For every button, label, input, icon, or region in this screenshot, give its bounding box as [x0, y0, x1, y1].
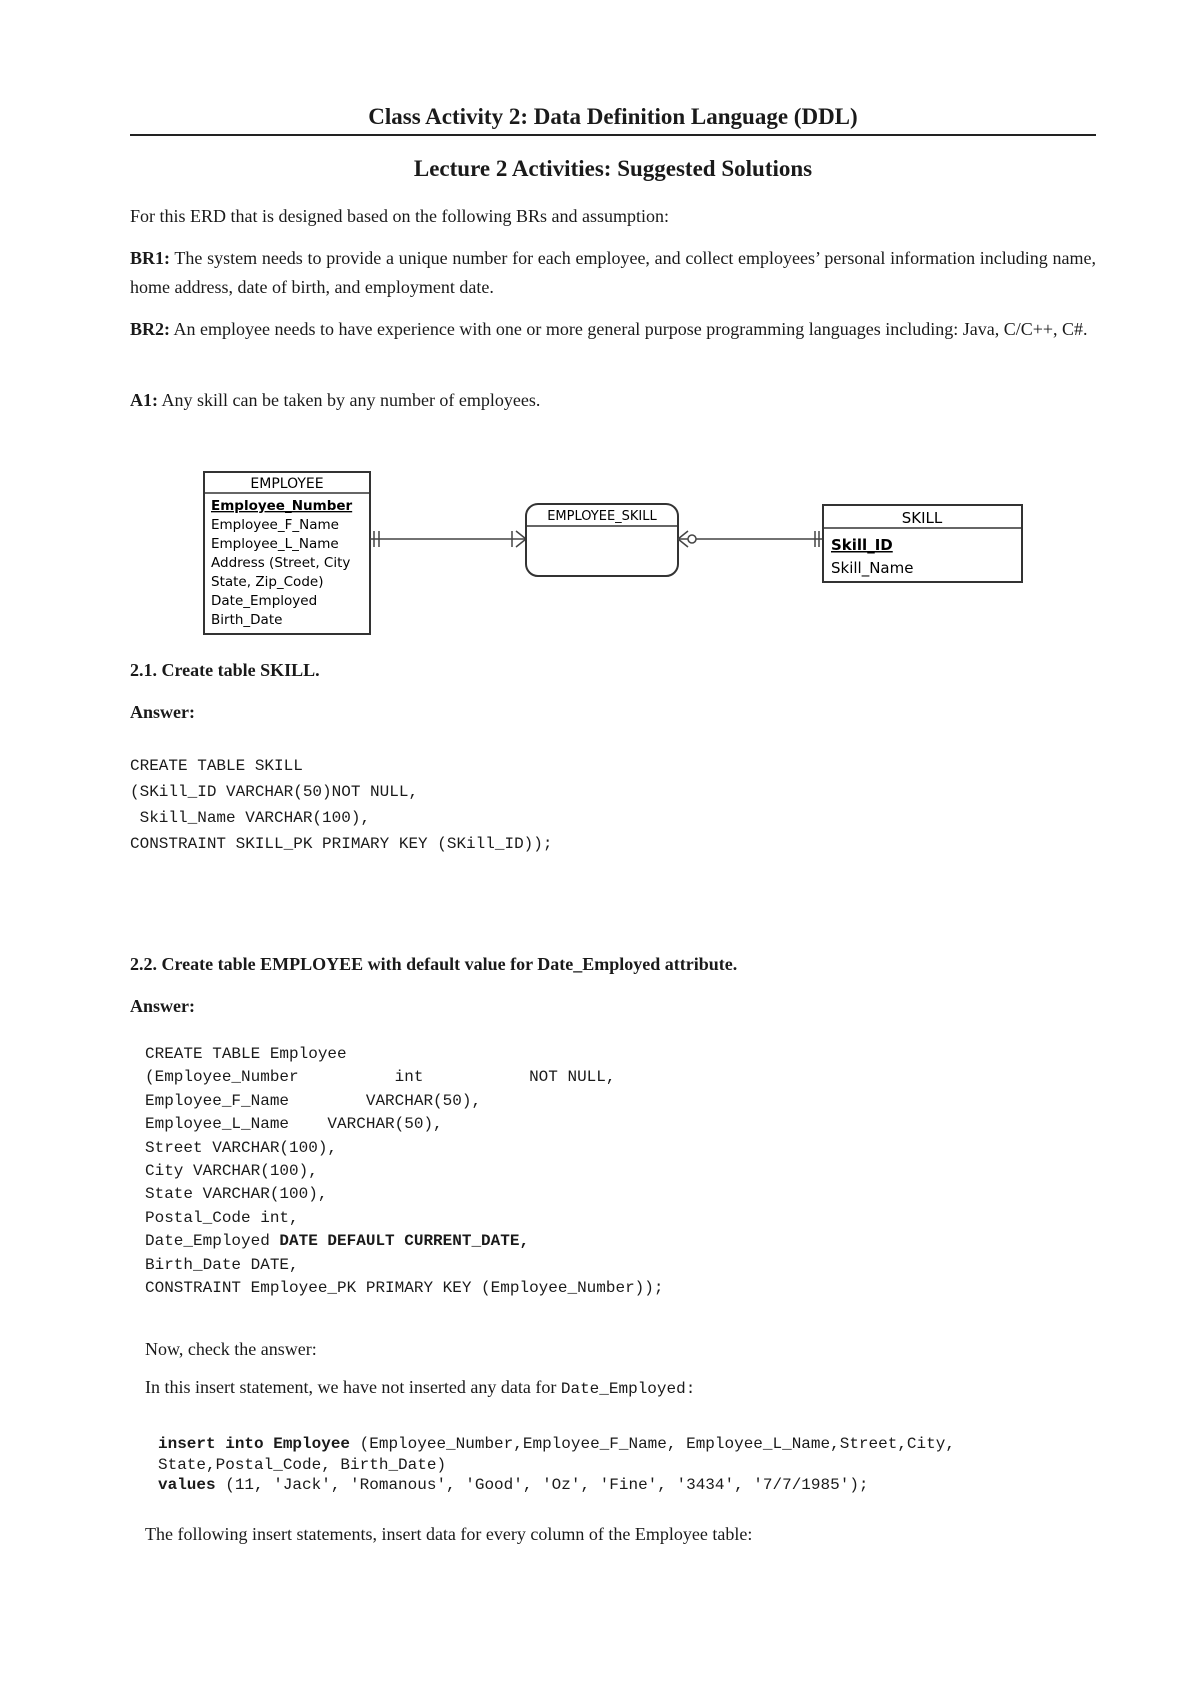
insert-statement-code [158, 1434, 955, 1496]
section-2-1-answer-label: Answer: [130, 702, 195, 722]
code-line: Postal_Code int, [145, 1208, 299, 1227]
employee-pk: Employee_Number [211, 498, 353, 514]
code-line: Skill_Name VARCHAR(100), [130, 809, 371, 827]
code-line: Employee_L_Name VARCHAR(50), [145, 1115, 443, 1134]
code-line: State VARCHAR(100), [145, 1185, 328, 1204]
document-title: Class Activity 2: Data Definition Language (DDL) [368, 104, 858, 129]
skill-entity-name: SKILL [901, 509, 943, 527]
employee-attr: State, Zip_Code) [211, 574, 324, 590]
following-insert-text: The following insert statements, insert data for every column of the Employee table: [145, 1524, 753, 1544]
br2-text: An employee needs to have experience with one or more general purpose programming languages including: Java, C/C++, C#. [170, 319, 1088, 339]
code-bold: DATE DEFAULT CURRENT_DATE [279, 1232, 520, 1251]
skill-pk: Skill_ID [831, 536, 893, 554]
code-line: CREATE TABLE SKILL [130, 757, 303, 775]
code-bold: insert into Employee [158, 1435, 351, 1453]
skill-ddl-code [130, 753, 552, 857]
employee-attr: Address (Street, City [211, 555, 351, 571]
code-line: Date_Employed [145, 1232, 280, 1251]
br1-text: The system needs to provide a unique number for each employee, and collect employees’ personal information including name, home address, date of birth, and employment date. [130, 248, 1096, 297]
erd-diagram [0, 460, 1200, 640]
br2-paragraph [130, 315, 1096, 344]
code-line: (SKill_ID VARCHAR(50)NOT NULL, [130, 783, 419, 801]
employee-skill-entity [526, 504, 678, 576]
code-line: State,Postal_Code, Birth_Date) [158, 1455, 447, 1474]
a1-paragraph [130, 386, 1096, 415]
code-line: CREATE TABLE Employee [145, 1045, 347, 1063]
employee-attr: Employee_L_Name [211, 536, 339, 552]
title-divider [130, 134, 1096, 136]
code-bold: values [158, 1476, 216, 1494]
a1-text: Any skill can be taken by any number of employees. [158, 390, 541, 410]
br1-paragraph [130, 244, 1096, 302]
employee-skill-entity-name: EMPLOYEE_SKILL [547, 509, 657, 524]
br1-label: BR1: [130, 248, 170, 268]
code-line: CONSTRAINT SKILL_PK PRIMARY KEY (SKill_ID)); [130, 835, 553, 853]
employee-entity-name: EMPLOYEE [250, 476, 324, 492]
code-line: (Employee_Number,Employee_F_Name, Employee_L_Name,Street,City, [350, 1435, 955, 1453]
code-line: (Employee_Number int NOT NULL, [145, 1068, 616, 1087]
code-line: Employee_F_Name VARCHAR(50), [145, 1091, 482, 1110]
skill-entity [823, 505, 1022, 582]
section-2-2-answer-label: Answer: [130, 996, 195, 1016]
code-line: (11, 'Jack', 'Romanous', 'Good', 'Oz', 'Fine', '3434', '7/7/1985'); [215, 1476, 869, 1494]
code-line: Birth_Date DATE, [145, 1255, 299, 1274]
insert-intro-code: Date_Employed: [560, 1380, 696, 1398]
br2-label: BR2: [130, 319, 170, 339]
employee-attr: Date_Employed [211, 593, 318, 609]
document-subtitle: Lecture 2 Activities: Suggested Solutions [413, 156, 813, 181]
a1-label: A1: [130, 390, 158, 410]
employee-ddl-code [145, 1043, 663, 1300]
employee-relationship-line [370, 531, 526, 547]
check-answer-text: Now, check the answer: [145, 1339, 317, 1359]
skill-relationship-line [678, 531, 823, 547]
insert-intro-prose: In this insert statement, we have not inserted any data for [145, 1377, 561, 1397]
section-2-2-heading: 2.2. Create table EMPLOYEE with default value for Date_Employed attribute. [130, 954, 738, 974]
section-2-1-heading: 2.1. Create table SKILL. [130, 660, 320, 680]
code-line: City VARCHAR(100), [145, 1162, 318, 1181]
employee-attr: Birth_Date [211, 612, 283, 628]
employee-entity [204, 472, 370, 634]
insert-intro-text [145, 1373, 1095, 1404]
code-line: CONSTRAINT Employee_PK PRIMARY KEY (Employee_Number)); [145, 1279, 664, 1298]
skill-attr: Skill_Name [831, 559, 914, 577]
intro-paragraph: For this ERD that is designed based on the following BRs and assumption: [130, 206, 669, 226]
employee-attr: Employee_F_Name [211, 517, 339, 533]
code-line: Street VARCHAR(100), [145, 1138, 338, 1157]
code-bold: , [519, 1232, 530, 1251]
